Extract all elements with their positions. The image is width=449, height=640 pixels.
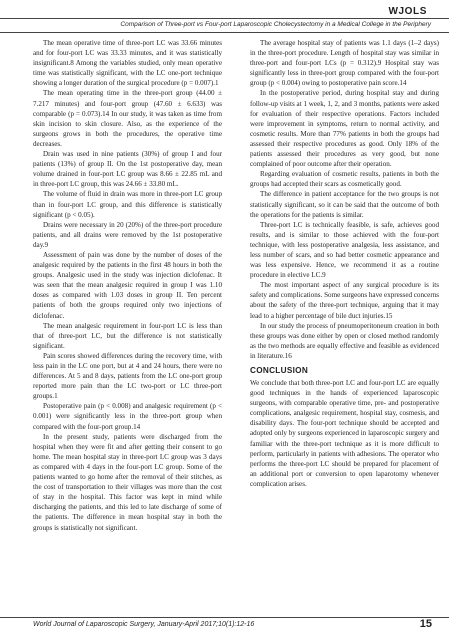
running-title: Comparison of Three-port vs Four-port Laparoscopic Cholecystectomy in a Medical College in the Periphery [120, 21, 431, 28]
conclusion-heading: CONCLUSION [250, 366, 309, 375]
conclusion-paragraph: We conclude that both three-port LC and four-port LC are equally good techniques in the hands of experienced laparoscopic surgeons, with comparable operative time, pre- and postoperative complications, analgesic requirement, hospital stay, cosmesis, and disability days. The four-port technique should be accepted and adopted only by surgeons experienced in laparoscopic surgery and familiar with the three-port technique as it is more difficult to perform, particularly in patients with adhesions. The operator who performs the three-port LC should be prepared for placement of an additional port or conversion to open laparotomy whenever complication arises. [250, 379, 439, 488]
paragraph: In the present study, patients were discharged from the hospital when they were fit and after getting their consent to go home. The mean hospital stay in three-port LC group was 3 days as compared with 4 days in the four-port LC group. Some of the patients wanted to go home after the removal of their stitches, as the cost of transportation to their villages was more than the cost of stay in the hospital. This factor was kept in mind while discharging the patients, and this led to late discharge of some of the patients. The difference in mean hospital stay in both the groups is statistically not significant. [33, 432, 222, 532]
paragraph: The average hospital stay of patients was 1.1 days (1–2 days) in the three-port procedure. Length of hospital stay was similar in three-port and four-port LCs (p = 0.312).9 Hospital stay was significantly less in three-port group compared with the four-port group (p < 0.004) owing to postoperative pain score.14 [250, 39, 439, 88]
right-column [250, 38, 439, 617]
page-number: 15 [419, 618, 432, 630]
footer-rule [0, 617, 449, 618]
journal-tag: WJOLS [388, 6, 427, 17]
header-bottom-rule [0, 32, 449, 33]
paragraph: The mean analgesic requirement in four-port LC is less than that of three-port LC, but the difference is not statistically significant. [33, 321, 222, 350]
left-column [33, 38, 222, 617]
paragraph: Three-port LC is technically feasible, is safe, achieves good results, and is similar to those achieved with the four-port technique, with less postoperative analgesia, less assistance, and less number of scars, and so had better cosmetic appearance and was less expensive. Hence, we recommend it as a routine procedure in elective LC.9 [250, 220, 439, 280]
paragraph: Pain scores showed differences during the recovery time, with less pain in the LC one port, but at 4 and 24 hours, there were no differences. At 5 and 8 days, patients from the LC one-port group reported more pain than the LC two-port or LC three-port groups.1 [33, 351, 222, 401]
footer-journal-citation: World Journal of Laparoscopic Surgery, January-April 2017;10(1):12-16 [33, 621, 255, 628]
paragraph: Assessment of pain was done by the number of doses of the analgesic required by the patients in the first 48 hours in both the groups. Analgesic used in the study was injection diclofenac. It was seen that the mean analgesic required in group I was 1.10 doses as compared with 1.03 doses in group II. Ten percent patients of both the groups required only two injections of diclofenac. [33, 250, 222, 320]
paragraph: In our study the process of pneumoperitoneum creation in both these groups was done either by open or closed method randomly as the two methods are equally effective and feasible as evidenced in literature.16 [250, 321, 439, 360]
paragraph: Drain was used in nine patients (30%) of group I and four patients (13%) of group II. On the 1st postoperative day, mean volume drained in four-port LC group was 8.66 ± 22.85 mL and in three-port LC group, this was 24.66 ± 33.80 mL. [33, 150, 222, 189]
paragraph: The mean operating time in the three-port group (44.00 ± 7.217 minutes) and four-port group (47.60 ± 6.633) was comparable (p = 0.073).14 In our study, it was taken as time from skin incision to skin closure. Also, as the experience of the surgeons grows in both the procedures, the operative time decreases. [33, 89, 222, 148]
paragraph: Drains were necessary in 20 (20%) of the three-port procedure patients, and all drains were removed by the 1st postoperative day.9 [33, 220, 222, 249]
paragraph: Postoperative pain (p < 0.008) and analgesic requirement (p < 0.001) were significantly less in the three-port group when compared with the four-port group.14 [33, 402, 222, 431]
paragraph: In the postoperative period, during hospital stay and during follow-up visits at 1 week, 1, 2, and 3 months, patients were asked for evaluation of their respective operations. Factors included were improvement in symptoms, return to normal activity, and cosmetic results. More than 77% patients in both the groups had assessed their respective procedures as good. Only 18% of the patients assessed their procedures as very good, but none complained of poor outcome after their operation. [250, 89, 439, 169]
paragraph: The volume of fluid in drain was more in three-port LC group than in four-port LC group, and this difference is statistically significant (p < 0.05). [33, 190, 222, 219]
paragraph: The mean operative time of three-port LC was 33.66 minutes and for four-port LC was 33.33 minutes, and it was statistically insignificant.8 Among the variables studied, only mean operative time was statistically significant, with the LC one-port technique showing a longer duration of the surgical procedure (p = 0.007).1 [33, 39, 222, 88]
paragraph: Regarding evaluation of cosmetic results, patients in both the groups had accepted their scars as cosmetically good. [250, 170, 439, 189]
paragraph: The most important aspect of any surgical procedure is its safety and complications. Some surgeons have expressed concerns about the safety of the three-port technique, arguing that it may lead to a higher percentage of bile duct injuries.15 [250, 281, 439, 320]
paragraph: The difference in patient acceptance for the two groups is not statistically significant, so it can be said that the outcome of both the operations for the patients is similar. [250, 190, 439, 219]
